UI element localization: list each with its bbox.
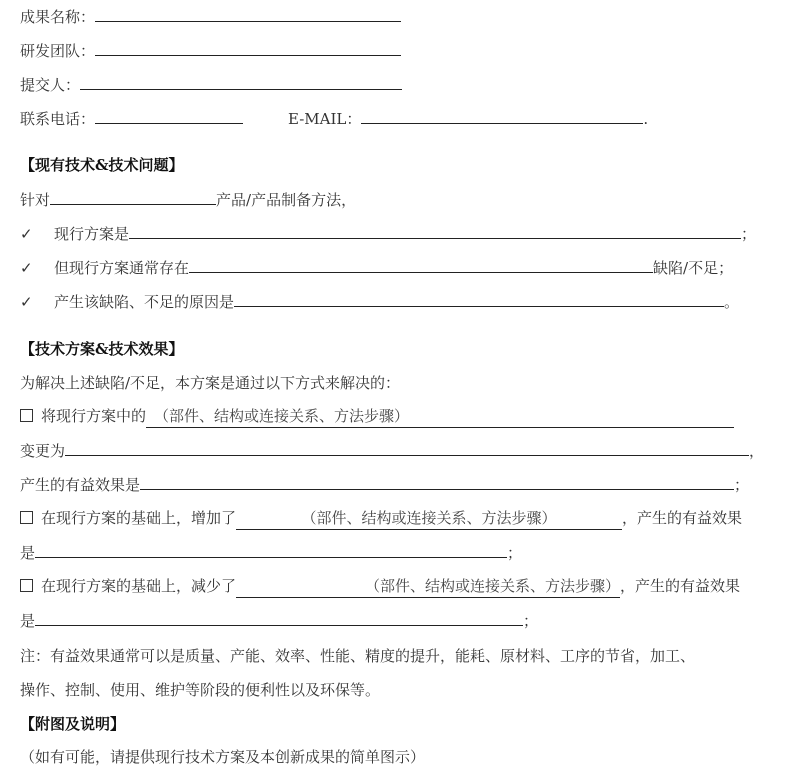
target-prefix: 针对 <box>20 191 51 209</box>
name-row <box>20 5 401 27</box>
cause-field[interactable] <box>234 290 724 307</box>
change-end: ， <box>749 442 765 460</box>
item1-end: ； <box>741 225 757 243</box>
submitter-field[interactable] <box>80 73 402 90</box>
option-replace-row <box>20 405 734 427</box>
remove-hint: （部件、结构或连接关系、方法步骤） <box>365 577 621 595</box>
team-row <box>20 39 401 61</box>
item2-label: 但现行方案通常存在 <box>54 259 190 277</box>
checkbox-replace[interactable] <box>20 409 33 422</box>
add-effect-end: ； <box>507 544 523 562</box>
effect-label: 产生的有益效果是 <box>20 476 141 494</box>
check-icon: ✓ <box>20 293 33 311</box>
add-effect-field[interactable] <box>35 541 507 558</box>
item2-end: 缺陷/不足； <box>653 259 734 277</box>
option-remove-tail: ，产生的有益效果 <box>620 577 741 595</box>
item3-label: 产生该缺陷、不足的原因是 <box>54 293 235 311</box>
add-component-field[interactable] <box>236 507 622 530</box>
phone-field[interactable] <box>95 107 243 124</box>
team-label: 研发团队： <box>20 42 96 60</box>
checkbox-remove[interactable] <box>20 579 33 592</box>
remove-effect-field[interactable] <box>35 609 523 626</box>
add-is-label: 是 <box>20 544 36 562</box>
effect-field[interactable] <box>140 473 734 490</box>
contact-row <box>20 107 648 129</box>
remove-effect-row <box>20 609 538 631</box>
option-replace-text: 将现行方案中的 <box>41 407 147 425</box>
option-remove-text: 在现行方案的基础上，减少了 <box>41 577 237 595</box>
checklist-item-current-solution <box>20 222 756 244</box>
target-suffix: 产品/产品制备方法， <box>216 191 357 209</box>
solution-intro: 为解决上述缺陷/不足，本方案是通过以下方式来解决的： <box>20 374 401 392</box>
section-heading-existing-tech: 【现有技术&技术问题】 <box>20 156 184 174</box>
submitter-row <box>20 73 402 95</box>
effect-end: ； <box>734 476 750 494</box>
remove-component-field[interactable] <box>236 575 620 598</box>
name-label: 成果名称： <box>20 8 96 26</box>
email-field[interactable] <box>361 107 643 124</box>
note-line-1: 注：有益效果通常可以是质量、产能、效率、性能、精度的提升，能耗、原材料、工序的节省，加工、 <box>20 647 696 665</box>
remove-is-label: 是 <box>20 612 36 630</box>
section-heading-figures: 【附图及说明】 <box>20 715 126 733</box>
change-to-row <box>20 439 764 461</box>
add-effect-row <box>20 541 522 563</box>
checklist-item-defects <box>20 256 733 278</box>
checklist-item-cause <box>20 290 739 312</box>
add-hint: （部件、结构或连接关系、方法步骤） <box>301 509 557 527</box>
checkbox-add[interactable] <box>20 511 33 524</box>
figures-hint: （如有可能，请提供现行技术方案及本创新成果的简单图示） <box>20 748 426 766</box>
target-field[interactable] <box>50 188 216 205</box>
email-end: . <box>643 110 649 128</box>
item3-end: 。 <box>724 293 740 311</box>
defects-field[interactable] <box>189 256 653 273</box>
name-field[interactable] <box>95 5 401 22</box>
option-remove-row <box>20 575 740 597</box>
option-add-tail: ，产生的有益效果 <box>622 509 743 527</box>
submitter-label: 提交人： <box>20 76 81 94</box>
check-icon: ✓ <box>20 259 33 277</box>
phone-label: 联系电话： <box>20 110 96 128</box>
check-icon: ✓ <box>20 225 33 243</box>
team-field[interactable] <box>95 39 401 56</box>
target-row <box>20 188 356 210</box>
replace-hint: （部件、结构或连接关系、方法步骤） <box>154 407 410 425</box>
option-add-row <box>20 507 742 529</box>
note-line-2: 操作、控制、使用、维护等阶段的便利性以及环保等。 <box>20 681 381 699</box>
item1-label: 现行方案是 <box>54 225 130 243</box>
change-to-field[interactable] <box>65 439 749 456</box>
option-add-text: 在现行方案的基础上，增加了 <box>41 509 237 527</box>
remove-effect-end: ； <box>523 612 539 630</box>
effect-row <box>20 473 749 495</box>
replace-component-field[interactable] <box>146 405 734 428</box>
current-solution-field[interactable] <box>129 222 741 239</box>
email-label: E-MAIL： <box>288 110 362 128</box>
section-heading-solution: 【技术方案&技术效果】 <box>20 340 184 358</box>
change-label: 变更为 <box>20 442 66 460</box>
